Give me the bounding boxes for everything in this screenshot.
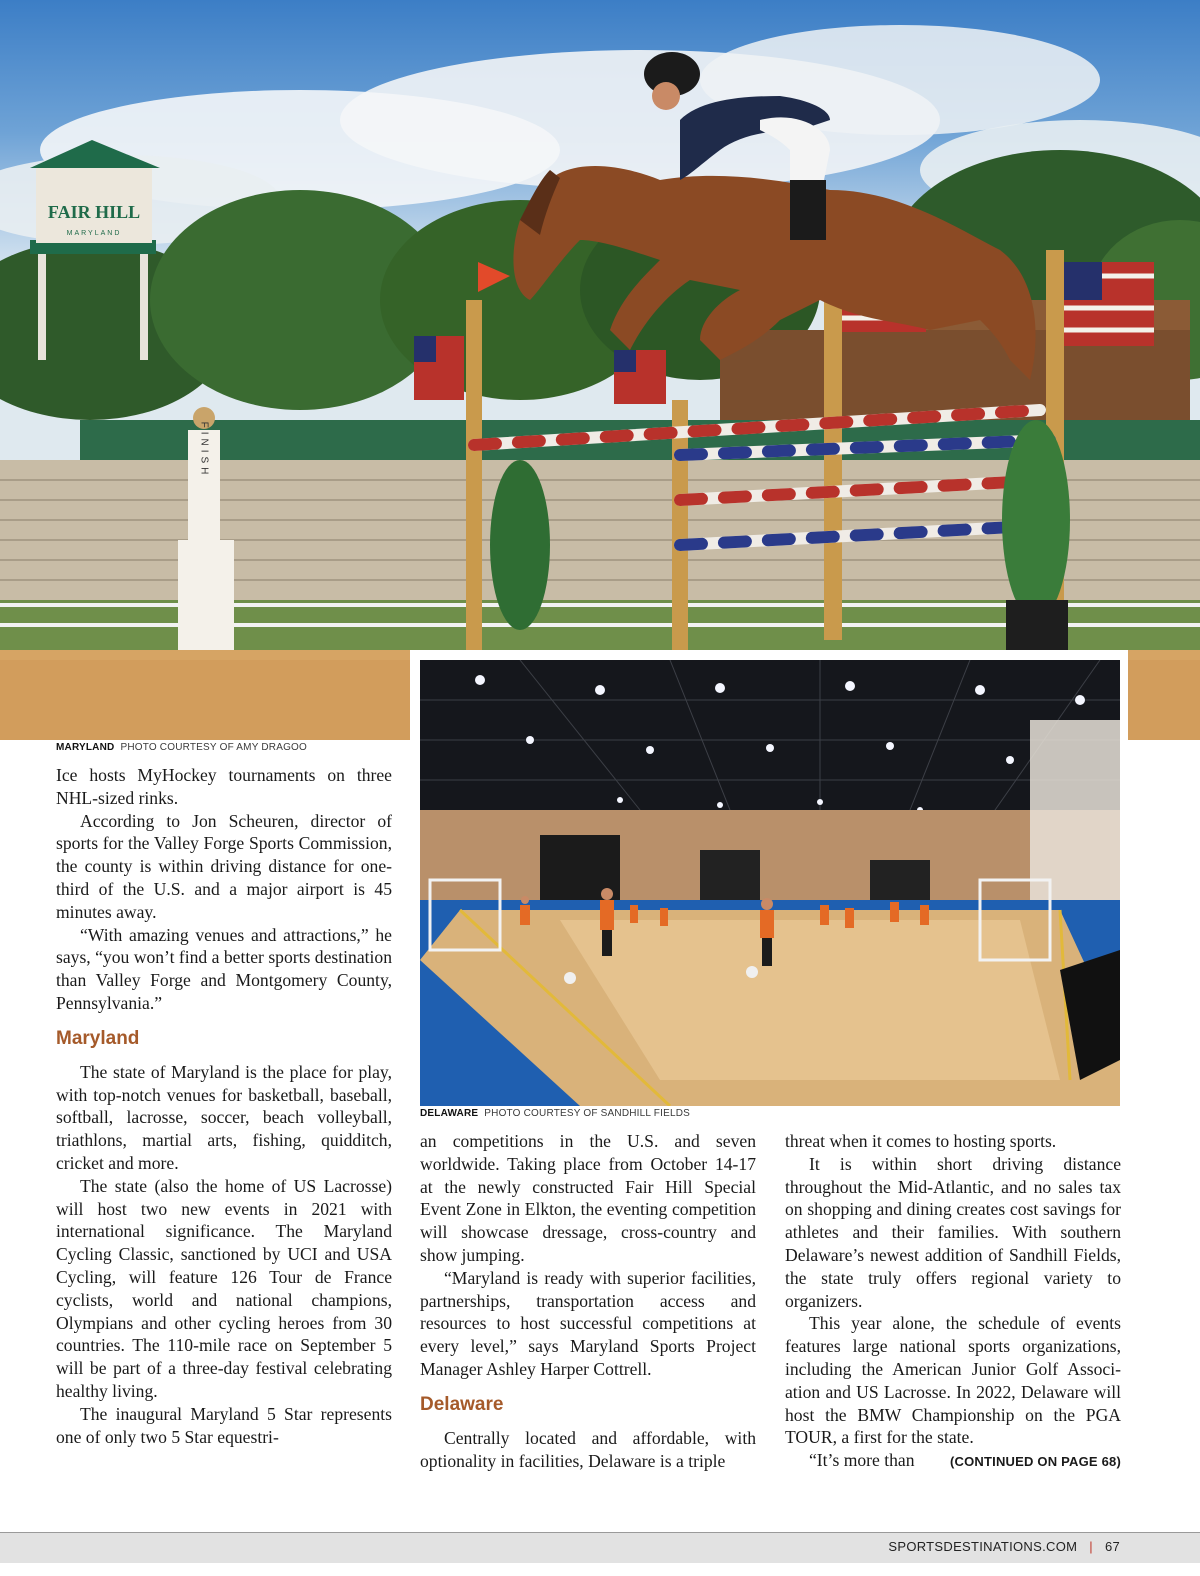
paragraph: “With amazing venues and attractions,” he says, “you won’t find a better sports destination than Valley Forge and Montgomery County, Pennsylvania.” xyxy=(56,924,392,1013)
paragraph: Centrally located and affordable, with optionality in facilities, Delaware is a triple xyxy=(420,1427,756,1471)
tower-name-text: FAIR HILL xyxy=(47,202,141,222)
paragraph: The state of Maryland is the place for play, with top-notch venues for basketball, baseball, softball, lacrosse, soccer, beach volleyball, triathlons, martial arts, fishing, quidditch, cricket and more. xyxy=(56,1061,392,1173)
paragraph: Ice hosts MyHockey tournaments on three NHL-sized rinks. xyxy=(56,765,392,808)
paragraph: According to Jon Scheuren, director of sports for the Valley Forge Sports Commission, the county is within driving distance for one-third of the U.S. and a major airport is 45 minutes away. xyxy=(56,810,392,922)
text-column-2 xyxy=(420,1130,756,1472)
tower-state-text: MARYLAND xyxy=(66,230,122,237)
inset-photo-indoor-arena xyxy=(420,660,1120,1106)
section-heading-maryland: Maryland xyxy=(56,1027,140,1049)
text-column-1 xyxy=(56,764,392,1448)
paragraph: The inaugural Maryland 5 Star represents one of only two 5 Star equestri- xyxy=(56,1403,392,1447)
paragraph: It is within short driving distance throughout the Mid-Atlantic, and no sales tax on shopping and dining creates cost savings for athletes and their families. With southern Delaware’s newest addition of Sandhill Fields, the state truly offers regional variety to organizers. xyxy=(785,1153,1121,1311)
page-number: 67 xyxy=(1104,1539,1120,1554)
photo-caption-delaware xyxy=(420,1108,690,1119)
hero-photo-equestrian xyxy=(0,0,1200,740)
paragraph-text: “It’s more than xyxy=(809,1450,915,1471)
hero-photo-illustration xyxy=(0,0,1200,740)
page-footer xyxy=(888,1539,1120,1554)
paragraph: The state (also the home of US Lacrosse) will host two new events in 2021 with international significance. The Maryland Cycling Classic, sanctioned by UCI and USA Cycling, will feature 126 Tour de France cyclists, world and national champions, Olympians and other cycling heroes from 30 countries. The 110-mile race on September 5 will be part of a three-day festival celebrating healthy living. xyxy=(56,1175,392,1401)
paragraph: “Maryland is ready with superior facilities, partnerships, transportation access and resources to host successful competitions at every level,” says Maryland Sports Project Manager Ashley Harper Cottrell. xyxy=(420,1267,756,1379)
continued-on-page-link[interactable]: (CONTINUED ON PAGE 68) xyxy=(949,1454,1121,1470)
photo-caption-maryland xyxy=(56,742,307,753)
finish-post-text: FINISH xyxy=(198,421,210,479)
paragraph: an competitions in the U.S. and seven worldwide. Taking place from October 14-17 at the newly constructed Fair Hill Special Event Zone in Elkton, the eventing competition will showcase dressage, cross-country and show jumping. xyxy=(420,1131,756,1265)
text-column-3 xyxy=(785,1130,1121,1474)
caption-credit: PHOTO COURTESY OF SANDHILL FIELDS xyxy=(484,1108,691,1119)
paragraph xyxy=(785,1449,1121,1472)
paragraph: threat when it comes to hosting sports. xyxy=(785,1131,1057,1151)
caption-credit: PHOTO COURTESY OF AMY DRAGOO xyxy=(120,742,308,753)
footer-site-link[interactable]: SPORTSDESTINATIONS.COM xyxy=(888,1539,1078,1554)
caption-location: MARYLAND xyxy=(56,742,115,753)
footer-separator: | xyxy=(1089,1539,1093,1554)
inset-photo-illustration xyxy=(420,660,1120,1106)
paragraph: This year alone, the schedule of events features large national sports organizations, including the American Junior Golf Association and US Lacrosse. In 2022, Delaware will host the BMW Championship on the PGA TOUR, a first for the state. xyxy=(785,1313,1121,1448)
caption-location: DELAWARE xyxy=(420,1108,479,1119)
section-heading-delaware: Delaware xyxy=(420,1393,504,1415)
